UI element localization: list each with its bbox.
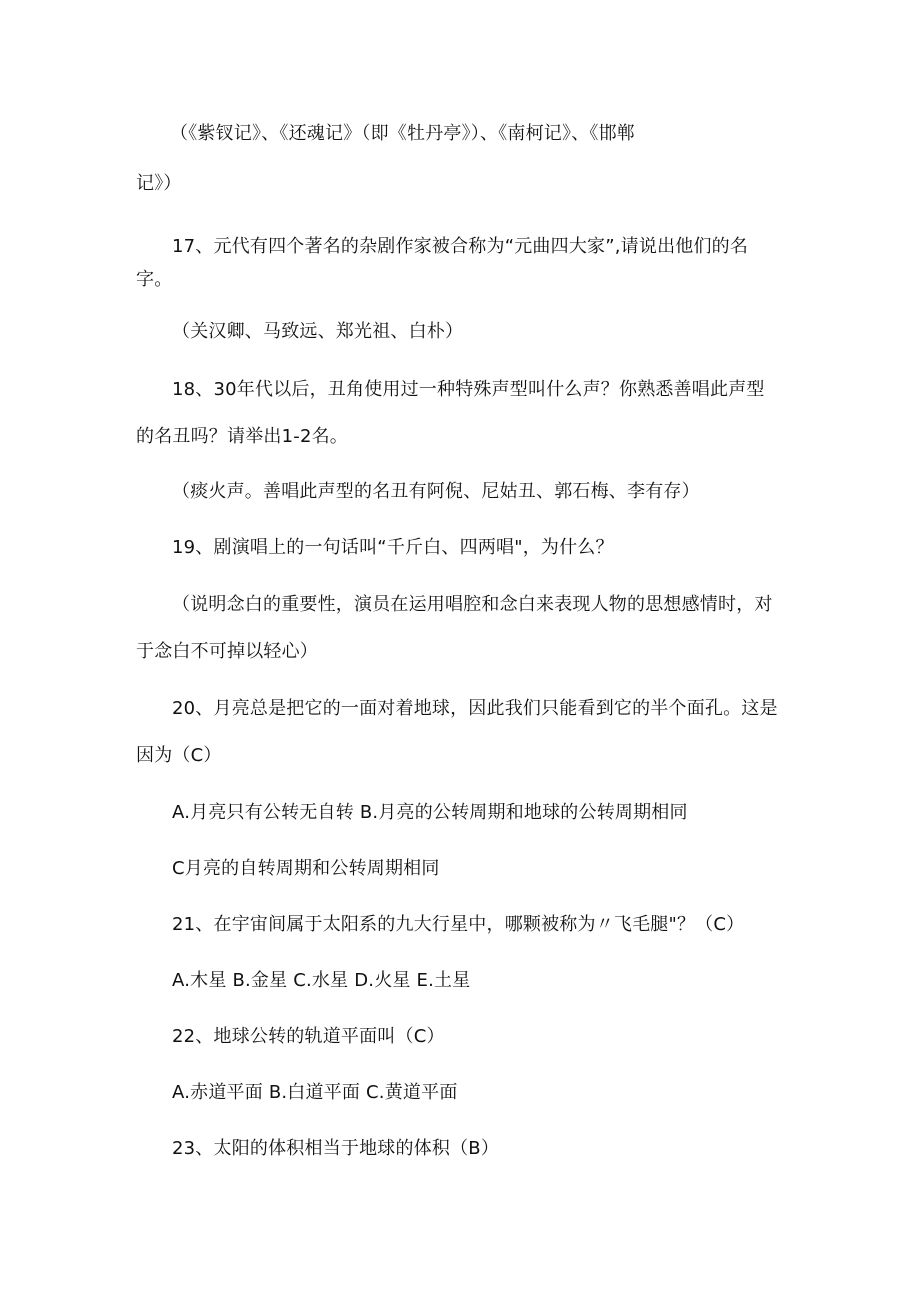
question-18: 18、30年代以后，丑角使用过一种特殊声型叫什么声？你熟悉善唱此声型 xyxy=(172,379,765,400)
question-22: 22、地球公转的轨道平面叫（C） xyxy=(172,1026,445,1047)
option-line: A.月亮只有公转无自转 B.月亮的公转周期和地球的公转周期相同 xyxy=(172,802,688,823)
text-line: 字。 xyxy=(136,269,173,290)
option-line: A.赤道平面 B.白道平面 C.黄道平面 xyxy=(172,1082,458,1103)
text-line: 因为（C） xyxy=(136,745,222,766)
answer-18: （痰火声。善唱此声型的名丑有阿倪、尼姑丑、郭石梅、李有存） xyxy=(172,481,700,502)
text-line: 的名丑吗？请举出1-2名。 xyxy=(136,426,348,447)
question-20: 20、月亮总是把它的一面对着地球，因此我们只能看到它的半个面孔。这是 xyxy=(172,698,778,719)
option-line: C月亮的自转周期和公转周期相同 xyxy=(172,858,440,879)
text-line: 于念白不可掉以轻心） xyxy=(136,641,318,662)
text-line: 记》） xyxy=(136,173,182,194)
question-21: 21、在宇宙间属于太阳系的九大行星中，哪颗被称为〃飞毛腿"？（C） xyxy=(172,914,745,935)
question-19: 19、剧演唱上的一句话叫“千斤白、四两唱"，为什么？ xyxy=(172,537,614,558)
answer-17: （关汉卿、马致远、郑光祖、白朴） xyxy=(172,321,464,342)
answer-19: （说明念白的重要性，演员在运用唱腔和念白来表现人物的思想感情时，对 xyxy=(172,594,773,615)
question-23: 23、太阳的体积相当于地球的体积（B） xyxy=(172,1138,500,1159)
text-line: （《紫钗记》、《还魂记》（即《牡丹亭》）、《南柯记》、《邯郸 xyxy=(170,123,635,144)
option-line: A.木星 B.金星 C.水星 D.火星 E.土星 xyxy=(172,970,471,991)
question-17: 17、元代有四个著名的杂剧作家被合称为“元曲四大家”,请说出他们的名 xyxy=(172,236,749,257)
